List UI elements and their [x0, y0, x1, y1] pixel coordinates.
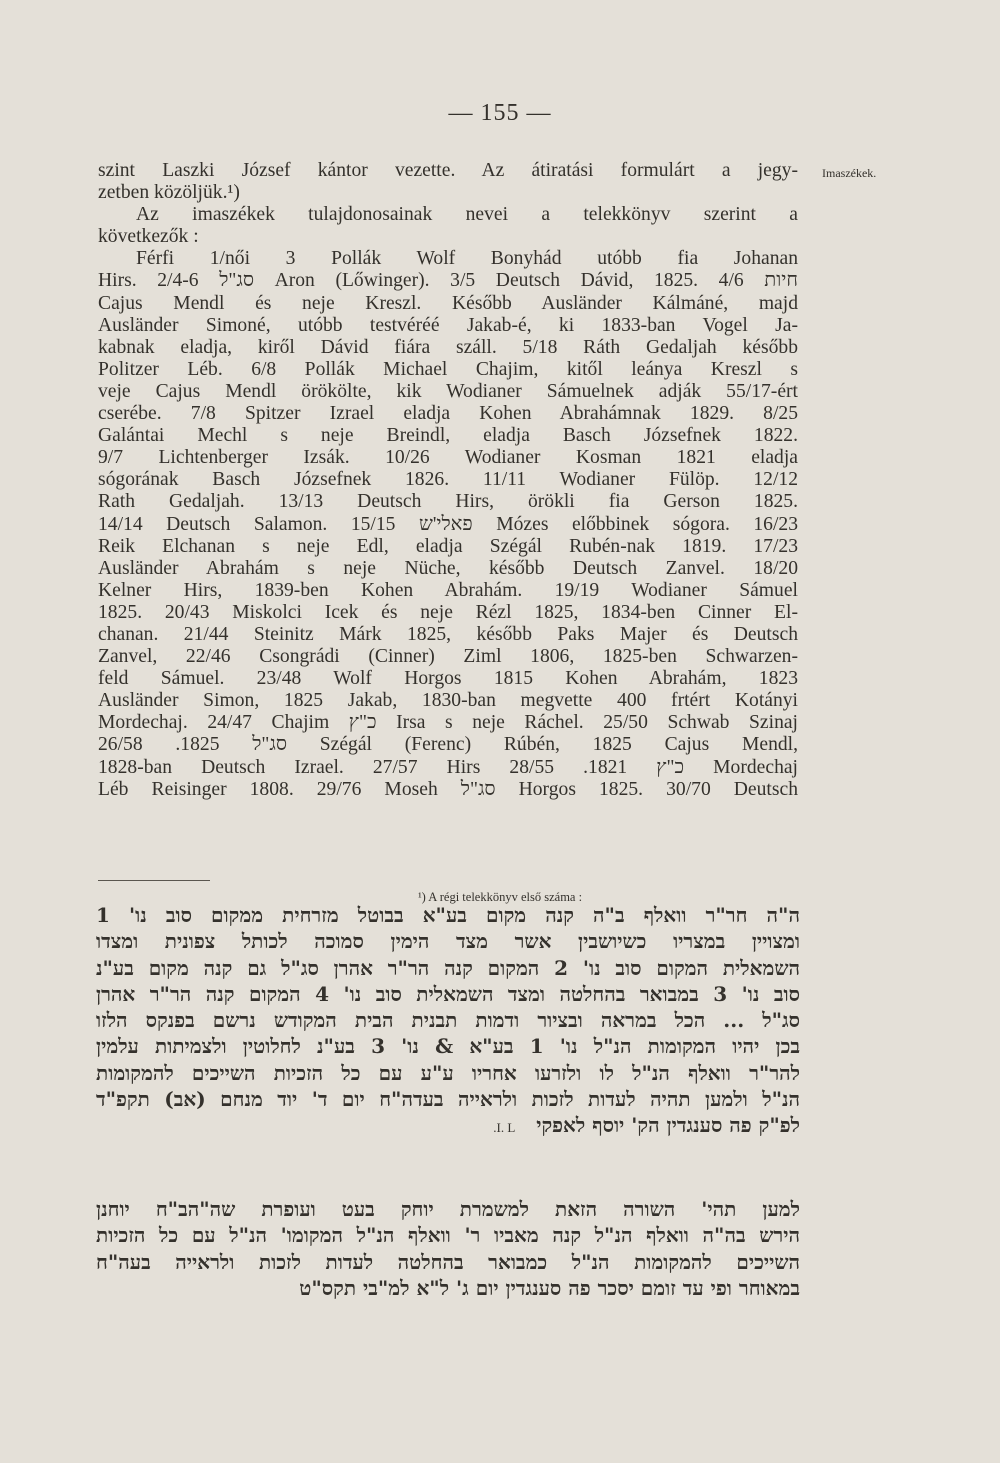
main-text [98, 160, 798, 801]
hebrew-line-signed [96, 1112, 800, 1141]
text-line: Zanvel, 22/46 Csongrádi (Cinner) Ziml 1806, 1825-ben Schwarzen- [98, 646, 798, 668]
hebrew-line: בכן יהיו המקומות הנ"ל נו' 1 בע"א & נו' 3 בע"נ לחלוטין ולצמיתות עלמין [96, 1034, 800, 1059]
hebrew-line: סג"ל ... הכל במראה ובציור ודמות תבנית הבית המקודש נרשם בפנקס הלזו [96, 1008, 800, 1033]
page-number: — 155 — [448, 100, 552, 126]
hebrew-line: סוב נו' 3 במבואר בהחלטה ומצד השמאלית סוב נו' 4 המקום קנה הר"ר אהרן [96, 981, 800, 1006]
text-line: Mordechaj. 24/47 Chajim כ"ץ Irsa s neje Ráchel. 25/50 Schwab Szinaj [98, 712, 799, 734]
text-line: סג"ל 1825. 26/58 Szégál (Ferenc) Rúbén, 1825 Cajus Mendl, [98, 734, 799, 756]
text-line: Cajus Mendl és neje Kreszl. Később Ausländer Kálmáné, majd [98, 292, 798, 314]
hebrew-line: הירש בה"ה וואלף הנ"ל קנה מאביו ר' וואלף הנ"ל המקומו' הנ"ל עם כל הזכיות [96, 1223, 800, 1248]
text-line: Ausländer Simon, 1825 Jakab, 1830-ban megvette 400 frtért Kotányi [98, 690, 798, 712]
text-line: cserébe. 7/8 Spitzer Izrael eladja Kohen Abrahámnak 1829. 8/25 [98, 403, 798, 425]
footnote-label: ¹) A régi telekkönyv első száma : [417, 890, 583, 904]
hebrew-line: הנ"ל ולמען תהיה לעדות לזכות ולראייה בעדה"ח יום ד' יוד מנחם (אב) תקפ"ד [96, 1087, 800, 1112]
text-line: Reik Elchanan s neje Edl, eladja Szégál Rubén-nak 1819. 17/23 [98, 535, 798, 557]
text-line: sógorának Basch Józsefnek 1826. 11/11 Wodianer Fülöp. 12/12 [98, 469, 798, 491]
hebrew-transfer-block [96, 1196, 800, 1301]
text-line: 1825. 20/43 Miskolci Icek és neje Rézl 1825, 1834-ben Cinner El- [98, 601, 798, 623]
text-line: veje Cajus Mendl örökölte, kik Wodianer Sámuelnek adják 55/17-ért [98, 380, 798, 402]
text-line: Politzer Léb. 6/8 Pollák Michael Chajim, kitől leánya Kreszl s [98, 358, 798, 380]
text-line: 1828-ban Deutsch Izrael. 27/57 Hirs כ"ץ 1821. 28/55 Mordechaj [98, 756, 799, 778]
hebrew-line: למען תהי' השורה הזאת למשמרת יוחק בעט ועופרת שה"הב"ח יוחנן [96, 1197, 800, 1221]
text-line: 14/14 Deutsch Salamon. 15/15 פאלי'ש Mózes előbbinek sógora. 16/23 [98, 513, 798, 535]
hebrew-line: לפ"ק פה סענגדין הק' יוסף לאפקי [536, 1113, 800, 1138]
text-line: Kelner Hirs, 1839-ben Kohen Abrahám. 19/19 Wodianer Sámuel [98, 579, 798, 601]
text-line: Galántai Mechl s neje Breindl, eladja Basch Józsefnek 1822. [98, 425, 798, 447]
margin-note: Imaszékek. [822, 166, 877, 180]
text-line: kabnak eladja, kiről Dávid fiára száll. 5/18 Ráth Gedaljah később [98, 336, 798, 358]
hebrew-line: השייכים להמקומות הנ"ל כמבואר בהחלטה לעדות לזכות ולראייה בעה"ח [96, 1249, 800, 1274]
text-line: 9/7 Lichtenberger Izsák. 10/26 Wodianer Kosman 1821 eladja [98, 447, 798, 469]
text-line: Hirs. 2/4-6 סג"ל Aron (Lőwinger). 3/5 Deutsch Dávid, 1825. 4/6 חיות [98, 270, 798, 292]
text-line: Rath Gedaljah. 13/13 Deutsch Hirs, örökli fia Gerson 1825. [98, 491, 798, 513]
hebrew-line: ומצויין במצריו כשיושבין אשר מצד הימין סמוכה לכותל צפונית ומצדו [96, 929, 800, 954]
text-line: Ausländer Abrahám s neje Nüche, később Deutsch Zanvel. 18/20 [98, 557, 798, 579]
signature-initials: I. L. [493, 1120, 516, 1136]
text-line: Az imaszékek tulajdonosainak nevei a telekkönyv szerint a [136, 204, 798, 226]
text-line: következők : [98, 226, 199, 248]
text-line: szint Laszki József kántor vezette. Az átiratási formulárt a jegy- [98, 160, 798, 181]
text-line: Férfi 1/női 3 Pollák Wolf Bonyhád utóbb fia Johanan [136, 248, 798, 270]
hebrew-line: להר"ר וואלף הנ"ל לו ולזרעו אחריו ע"ע עם כל הזכיות השייכים להמקומות [96, 1060, 800, 1085]
text-line: chanan. 21/44 Steinitz Márk 1825, később Paks Majer és Deutsch [98, 623, 798, 645]
hebrew-footnote-block [96, 902, 800, 1142]
text-line: Ausländer Simoné, utóbb testvéréé Jakab-é, ki 1833-ban Vogel Ja- [98, 314, 798, 336]
hebrew-line: ה"ה חר"ר וואלף ב"ה קנה מקום בע"א בבוטל מזרחית ממקום סוב נו' 1 [96, 903, 800, 927]
hebrew-line: במאוחר ופי עד זומם יסכר פה סענגדין יום ג' ל"א למ"בי תקס"ט [299, 1275, 800, 1300]
hebrew-line: השמאלית המקום סוב נו' 2 המקום קנה הר"ר אהרן סג"ל גם קנה מקום בע"נ [96, 955, 800, 980]
footnote-divider [98, 880, 210, 881]
text-line: feld Sámuel. 23/48 Wolf Horgos 1815 Kohen Abrahám, 1823 [98, 668, 798, 690]
text-line: Léb Reisinger 1808. 29/76 Moseh סג"ל Horgos 1825. 30/70 Deutsch [98, 778, 798, 800]
text-line: zetben közöljük.¹) [98, 182, 240, 204]
